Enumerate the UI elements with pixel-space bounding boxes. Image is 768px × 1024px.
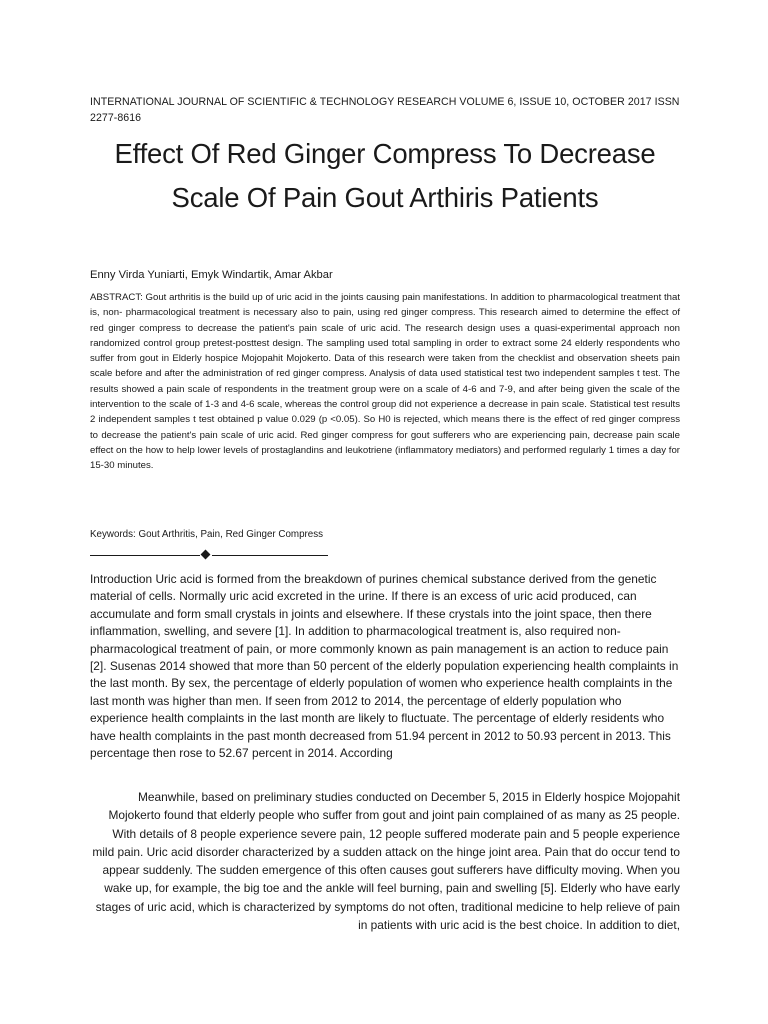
diamond-icon [201, 550, 211, 560]
introduction-paragraph: Introduction Uric acid is formed from the breakdown of purines chemical substance derived from the genetic material of cells. Normally uric acid excreted in the urine. If there is an excess of uric acid produced, can accumulate and form small crystals in joints and elsewhere. If these crystals into the joint space, then there inflammation, swelling, and severe [1]. In addition to pharmacological treatment is, also required non-pharmacological treatment of pain, or more commonly known as pain management is an action to reduce pain [2]. Susenas 2014 showed that more than 50 percent of the elderly population experiencing health complaints in the last month. By sex, the percentage of elderly population of women who experience health complaints in the last month was higher than men. If seen from 2012 to 2014, the percentage of elderly population who experience health complaints in the last month are likely to fluctuate. The percentage of elderly residents who have health complaints in the past month decreased from 51.94 percent in 2012 to 50.93 percent in 2013. This percentage then rose to 52.67 percent in 2014. According [90, 572, 679, 761]
separator-line-right [212, 555, 328, 556]
author-list: Enny Virda Yuniarti, Emyk Windartik, Amar Akbar [90, 269, 333, 281]
body-paragraph: Meanwhile, based on preliminary studies conducted on December 5, 2015 in Elderly hospice Mojopahit Mojokerto found that elderly people who suffer from gout and joint pain complained of as many as 25 people. With details of 8 people experience severe pain, 12 people suffered moderate pain and 5 people experience mild pain. Uric acid disorder characterized by a sudden attack on the hinge joint area. Pain that do occur tend to appear suddenly. The sudden emergence of this often causes gout sufferers have difficulty moving. When you wake up, for example, the big toe and the ankle will feel burning, pain and swelling [5]. Elderly who have early stages of uric acid, which is characterized by symptoms do not often, traditional medicine to help relieve of pain in patients with uric acid is the best choice. In addition to diet, [92, 790, 680, 933]
abstract: ABSTRACT: Gout arthritis is the build up of uric acid in the joints causing pain manifestations. In addition to pharmacological treatment that is, non- pharmacological treatment is necessary also to pain, using red ginger compress. This research aimed to determine the effect of red ginger compress to decrease the patient's pain scale of uric acid. The research design uses a quasi-experimental approach non randomized control group pretest-posttest design. The sampling used total sampling in order to extract some 24 elderly respondents who suffer from gout in Elderly hospice Mojopahit Mojokerto. Data of this research were taken from the checklist and observation sheets pain scale before and after the administration of red ginger compress. Analysis of data used statistical test two independent samples t test. The results showed a pain scale of respondents in the treatment group were on a scale of 4-6 and 7-9, and after being given the scale of the intervention to the scale of 1-3 and 4-6 scale, whereas the control group did not experience a decrease in pain scale. Statistical test results 2 independent samples t test obtained p value 0.029 (p <0.05). So H0 is rejected, which means there is the effect of red ginger compress to decrease the patient's pain scale of uric acid. Red ginger compress for gout sufferers who are experiencing pain, decrease pain scale effect on the how to help lower levels of prostaglandins and leukotriene (inflammatory mediators) and performed regularly 1 times a day for 15-30 minutes. [90, 292, 680, 472]
separator-line-left [90, 555, 200, 556]
paper-title: Effect Of Red Ginger Compress To Decrease Scale Of Pain Gout Arthiris Patients [114, 138, 656, 213]
keywords: Keywords: Gout Arthritis, Pain, Red Ginger Compress [90, 529, 324, 540]
journal-header: INTERNATIONAL JOURNAL OF SCIENTIFIC & TECHNOLOGY RESEARCH VOLUME 6, ISSUE 10, OCTOBER 2017 ISSN 2277-8616 [90, 96, 680, 124]
section-separator [90, 548, 330, 562]
